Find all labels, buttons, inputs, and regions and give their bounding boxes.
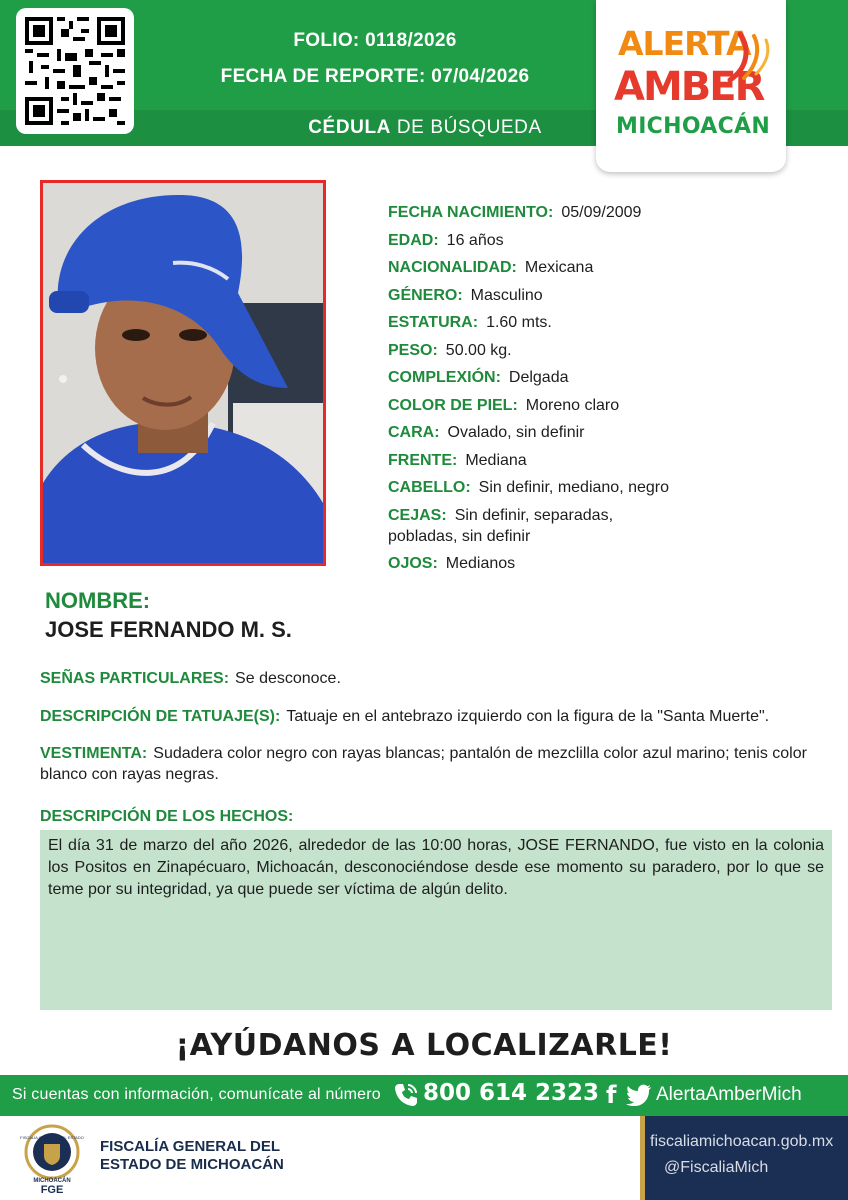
field-value: Medianos xyxy=(445,555,516,572)
field-value: Mediana xyxy=(465,451,527,469)
clothing-label: VESTIMENTA: xyxy=(40,745,148,762)
seal-top-text: FISCALÍA GENERAL DEL ESTADO xyxy=(20,1135,84,1140)
organization-name xyxy=(100,1138,284,1174)
field-value: Ovalado, sin definir xyxy=(447,424,585,441)
field-value: Mexicana xyxy=(524,259,594,276)
field-label: COMPLEXIÓN: xyxy=(388,369,501,386)
tattoo-label: DESCRIPCIÓN DE TATUAJE(S): xyxy=(40,708,281,725)
field-label: ESTATURA: xyxy=(388,314,479,331)
tattoo-value: Tatuaje en el antebrazo izquierdo con la figura de la "Santa Muerte". xyxy=(286,708,770,725)
field-nacionalidad xyxy=(388,257,593,278)
seal-state-text: MICHOACÁN xyxy=(33,1178,71,1184)
footer-right xyxy=(640,1116,848,1200)
field-genero xyxy=(388,285,543,306)
qr-code[interactable] xyxy=(16,8,134,134)
document-type-bold: CÉDULA xyxy=(308,117,391,138)
person-name: JOSE FERNANDO M. S. xyxy=(45,617,292,642)
field-value: Sin definir, separadas, xyxy=(454,506,614,524)
field-label: OJOS: xyxy=(388,555,438,572)
contact-bar xyxy=(0,1075,848,1116)
fge-seal-icon xyxy=(20,1124,84,1194)
organization-name-line2: ESTADO DE MICHOACÁN xyxy=(100,1156,284,1173)
social-handle[interactable]: AlertaAmberMich xyxy=(656,1084,802,1105)
field-label: COLOR DE PIEL: xyxy=(388,396,518,414)
organization-name-line1: FISCALÍA GENERAL DEL xyxy=(100,1138,281,1155)
field-value: Sin definir, mediano, negro xyxy=(478,479,669,496)
phone-icon xyxy=(393,1082,419,1108)
field-value: 16 años xyxy=(446,231,504,249)
field-label: EDAD: xyxy=(388,231,439,249)
field-value: Masculino xyxy=(470,286,543,304)
field-label: FECHA NACIMIENTO: xyxy=(388,204,554,221)
facts-description: El día 31 de marzo del año 2026, alrededor de las 10:00 horas, JOSE FERNANDO, fue visto en la colonia los Positos en Zinapécuaro, Michoacán, desconociéndose desde ese momento su paradero, por lo que se teme por su integridad, ya que puede ser víctima de algún delito. xyxy=(40,830,832,1010)
field-value: Delgada xyxy=(508,369,569,386)
field-cara xyxy=(388,422,585,443)
website-link[interactable]: fiscaliamichoacan.gob.mx xyxy=(650,1133,834,1150)
field-label: CARA: xyxy=(388,424,440,441)
document-type xyxy=(240,117,610,139)
twitter-icon[interactable] xyxy=(626,1084,652,1106)
field-cabello xyxy=(388,477,669,498)
field-value-continued: pobladas, sin definir xyxy=(388,527,531,545)
field-color-piel xyxy=(388,395,619,416)
clothing-description xyxy=(40,743,832,785)
qr-code-icon xyxy=(25,17,125,125)
field-peso xyxy=(388,340,512,361)
field-edad xyxy=(388,230,504,251)
clothing-value: Sudadera color negro con rayas blancas; pantalón de mezclilla color azul marino; tenis color blanco con rayas negras. xyxy=(40,745,807,783)
field-fecha-nacimiento xyxy=(388,202,641,223)
field-label: NACIONALIDAD: xyxy=(388,259,517,276)
field-value: 50.00 kg. xyxy=(445,341,512,359)
logo-line-amber: AMBER xyxy=(614,64,764,110)
document-type-rest: DE BÚSQUEDA xyxy=(390,117,542,138)
alerta-amber-logo xyxy=(596,0,786,172)
signal-waves-icon xyxy=(726,28,774,88)
field-estatura xyxy=(388,312,552,333)
facebook-icon[interactable]: f xyxy=(606,1081,617,1109)
logo-line-alerta: ALERTA xyxy=(618,24,751,63)
person-photo xyxy=(40,180,326,566)
facts-label: DESCRIPCIÓN DE LOS HECHOS: xyxy=(40,808,294,825)
field-complexion xyxy=(388,367,569,388)
contact-text: Si cuentas con información, comunícate al número xyxy=(12,1086,381,1103)
field-value: Moreno claro xyxy=(525,396,620,414)
social-handle-fiscalia[interactable]: @FiscaliaMich xyxy=(664,1159,769,1176)
person-photo-image xyxy=(43,183,323,563)
field-value: 05/09/2009 xyxy=(561,204,642,221)
phone-number[interactable]: 800 614 2323 xyxy=(423,1080,600,1106)
help-locate-heading: ¡AYÚDANOS A LOCALIZARLE! xyxy=(175,1028,673,1063)
field-label: FRENTE: xyxy=(388,451,458,469)
seal-fge-text: FGE xyxy=(40,1184,64,1194)
field-ojos xyxy=(388,553,515,574)
logo-line-michoacan: MICHOACÁN xyxy=(616,114,771,139)
field-cejas xyxy=(388,505,613,547)
footer-left xyxy=(0,1116,640,1200)
field-label: PESO: xyxy=(388,341,438,359)
folio-number: FOLIO: 0118/2026 xyxy=(293,30,457,51)
field-label: CABELLO: xyxy=(388,479,471,496)
distinguishing-marks-value: Se desconoce. xyxy=(235,670,341,687)
field-label: CEJAS: xyxy=(388,506,447,524)
field-frente xyxy=(388,450,527,471)
distinguishing-marks-label: SEÑAS PARTICULARES: xyxy=(40,670,230,687)
field-label: GÉNERO: xyxy=(388,286,463,304)
name-label: NOMBRE: xyxy=(45,588,151,613)
report-date: FECHA DE REPORTE: 07/04/2026 xyxy=(220,66,530,87)
field-value: 1.60 mts. xyxy=(486,314,552,331)
tattoo-description xyxy=(40,706,832,727)
distinguishing-marks xyxy=(40,668,832,689)
